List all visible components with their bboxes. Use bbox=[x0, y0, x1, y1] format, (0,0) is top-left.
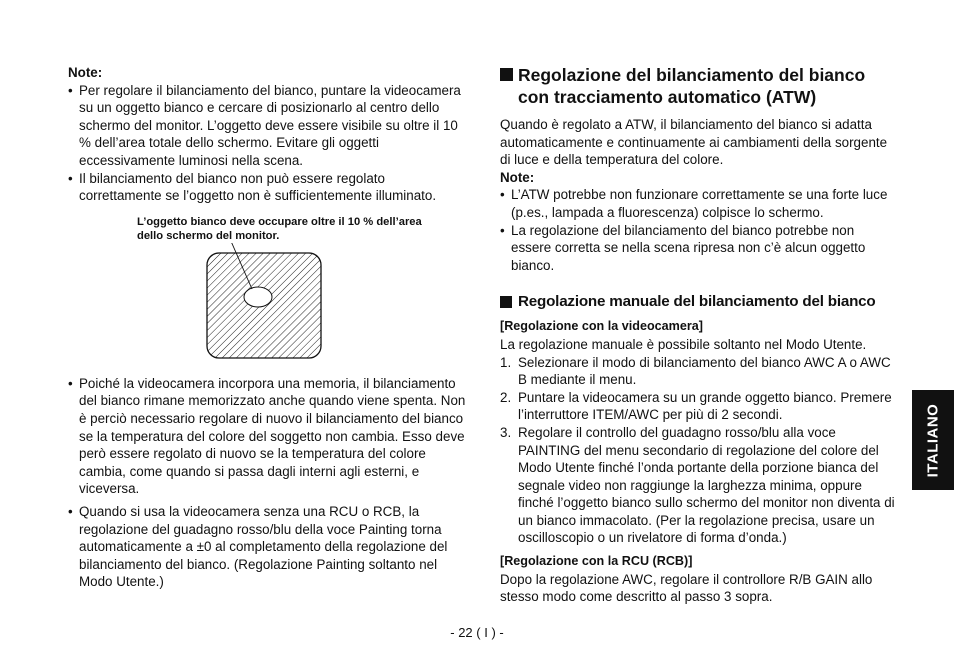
memory-bullet: • Poiché la videocamera incorpora una memoria, il bilanciamento del bianco rimane memorizzato anche quando viene spenta. Non è perciò necessario regolare di nuovo il bilanciamento del bianco se la temperatura del colore del soggetto non cambia. Esso deve però essere regolato di nuovo se la temperatura del colore cambia, come quando si passa dagli interni agli esterni, e viceversa. bbox=[68, 375, 468, 498]
square-bullet-icon bbox=[500, 68, 513, 81]
step-text: Selezionare il modo di bilanciamento del bianco AWC A o AWC B mediante il menu. bbox=[518, 354, 891, 388]
manual-heading bbox=[500, 292, 895, 312]
right-column bbox=[500, 64, 895, 606]
language-tab-label: ITALIANO bbox=[924, 403, 942, 477]
atw-heading-text: Regolazione del bilanciamento del bianco con tracciamento automatico (ATW) bbox=[518, 65, 866, 107]
note-label: Note: bbox=[68, 65, 103, 80]
atw-bullet-1: • L’ATW potrebbe non funzionare correttamente se una forte luce (p.es., lampada a fluorescenza) colpisce lo schermo. bbox=[500, 186, 895, 221]
step-number: 3. bbox=[500, 424, 512, 440]
left-column bbox=[68, 64, 468, 591]
monitor-figure bbox=[68, 243, 468, 371]
atw-bullet-2: • La regolazione del bilanciamento del bianco potrebbe non essere corretta se nella scena ripresa non c’è alcun oggetto bianco. bbox=[500, 222, 895, 275]
rcu-text: Dopo la regolazione AWC, regolare il controllore R/B GAIN allo stesso modo come descritto al passo 3 sopra. bbox=[500, 571, 873, 605]
atw-intro: Quando è regolato a ATW, il bilanciamento del bianco si adatta automaticamente e continuamente ai cambiamenti della sorgente di luce e della temperatura del colore. bbox=[500, 117, 888, 168]
note-bullet-2: • Il bilanciamento del bianco non può essere regolato correttamente se l’oggetto non è sufficientemente illuminato. bbox=[68, 170, 468, 205]
figure-caption: L’oggetto bianco deve occupare oltre il 10 % dell’area dello schermo del monitor. bbox=[137, 215, 422, 242]
camera-intro: La regolazione manuale è possibile soltanto nel Modo Utente. bbox=[500, 336, 867, 352]
atw-heading bbox=[500, 64, 895, 108]
camera-subheading: [Regolazione con la videocamera] bbox=[500, 319, 703, 334]
step-text: Regolare il controllo del guadagno rosso/blu alla voce PAINTING del menu secondario di regolazione del colore del Modo Utente finché l’onda portante della porzione bianca del segnale video non raggiunge la larghezza minima, oppure finché l’oggetto bianco sullo schermo del monitor non diventa di un bianco immacolato. (Per la regolazione precisa, usare un oscilloscopio o un rivelatore di forma d’onda.) bbox=[518, 424, 895, 546]
manual-heading-text: Regolazione manuale del bilanciamento del bianco bbox=[518, 293, 876, 311]
monitor-screen-illustration bbox=[68, 243, 468, 371]
note-bullet-1: • Per regolare il bilanciamento del bianco, puntare la videocamera su un oggetto bianco e cercare di posizionarlo al centro dello schermo del monitor. L’oggetto deve essere visibile su oltre il 10 % dell’area totale dello schermo. Evitare gli oggetti eccessivamente luminosi nella scena. bbox=[68, 82, 468, 170]
step-1 bbox=[500, 354, 895, 389]
step-text: Puntare la videocamera su un grande oggetto bianco. Premere l’interruttore ITEM/AWC per più di 2 secondi. bbox=[518, 389, 892, 423]
step-number: 1. bbox=[500, 354, 512, 370]
step-3 bbox=[500, 424, 895, 547]
white-object bbox=[244, 287, 272, 307]
step-2 bbox=[500, 389, 895, 424]
rcu-subheading: [Regolazione con la RCU (RCB)] bbox=[500, 554, 693, 569]
page-number: - 22 ( I ) - bbox=[450, 625, 504, 640]
language-tab bbox=[912, 390, 954, 490]
atw-note-label: Note: bbox=[500, 169, 535, 185]
painting-bullet: • Quando si usa la videocamera senza una RCU o RCB, la regolazione del guadagno rosso/blu della voce Painting torna automaticamente a ±0 al completamento della regolazione del bilanciamento del bianco. (Regolazione Painting soltanto nel Modo Utente.) bbox=[68, 503, 468, 591]
step-number: 2. bbox=[500, 389, 512, 405]
square-bullet-icon bbox=[500, 296, 512, 308]
